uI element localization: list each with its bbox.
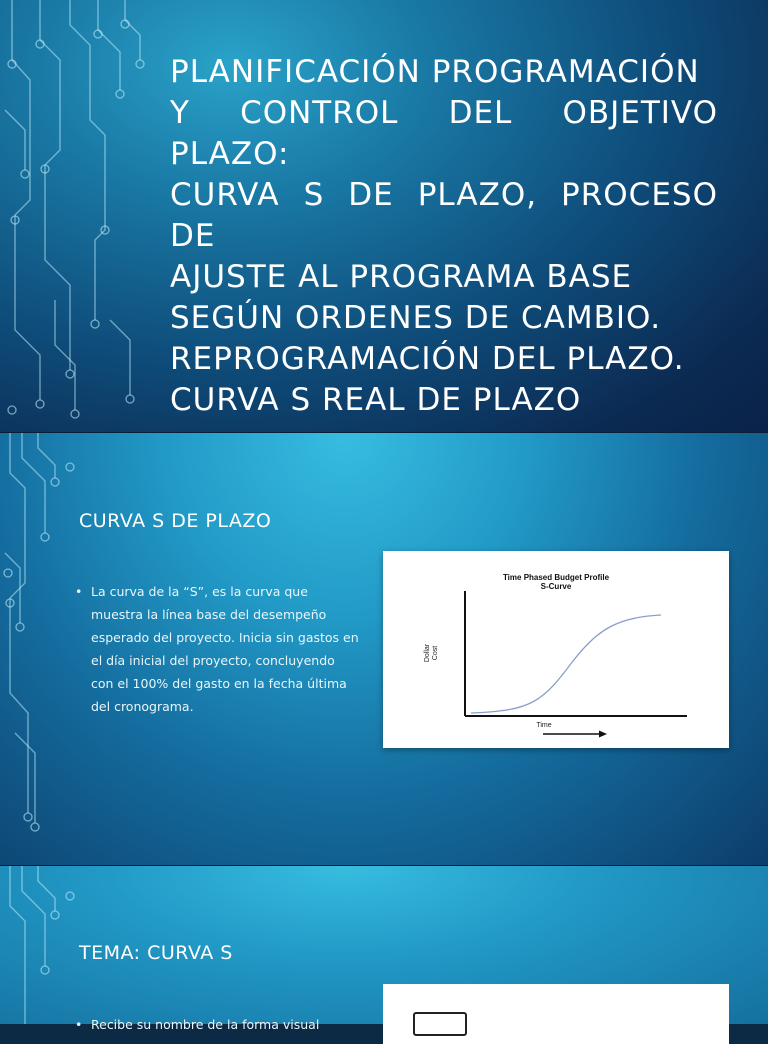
content-slide-curva-s	[0, 433, 768, 865]
slide-heading: TEMA: CURVA S	[79, 942, 233, 964]
title-line: AJUSTE AL PROGRAMA BASE	[170, 259, 633, 295]
s-curve-figure	[383, 551, 729, 748]
bullet-text: La curva de la “S”, es la curva que muestra la línea base del desempeño esperado del proyecto. Inicia sin gastos en el día inicial del proyecto, concluyendo con el 100% del gasto en la fecha última del cronograma.	[91, 584, 359, 714]
y-axis-label-line1: Dollar	[424, 643, 431, 663]
title-line: CURVA S REAL DE PLAZO	[170, 382, 582, 418]
bullet-text: Recibe su nombre de la forma visual	[91, 1017, 320, 1032]
figure-subtitle-line: S-Curve	[540, 582, 572, 591]
figure-title-line: Time Phased Budget Profile	[502, 573, 610, 582]
title-slide	[0, 0, 768, 432]
title-line: Y CONTROL DEL OBJETIVO PLAZO:	[170, 95, 718, 172]
bullet-point	[75, 1013, 360, 1036]
x-axis-label: Time	[536, 722, 552, 729]
circuit-decoration	[0, 0, 160, 432]
title-line: REPROGRAMACIÓN DEL PLAZO.	[170, 341, 685, 377]
figure-partial	[383, 984, 729, 1044]
arrow-head-icon	[599, 731, 607, 738]
bullet-point	[75, 580, 360, 718]
slide-title	[170, 52, 718, 421]
bullet-dot-icon: •	[75, 1017, 83, 1032]
s-curve-plot	[383, 551, 729, 748]
title-line: CURVA S DE PLAZO, PROCESO DE	[170, 177, 718, 254]
title-line: SEGÚN ORDENES DE CAMBIO.	[170, 300, 662, 336]
content-slide-tema	[0, 866, 768, 1032]
y-axis-label-line2: Cost	[432, 645, 439, 661]
title-line: PLANIFICACIÓN PROGRAMACIÓN	[170, 54, 700, 90]
s-curve-line	[471, 615, 661, 713]
bullet-dot-icon: •	[75, 584, 83, 599]
figure-box	[413, 1012, 467, 1036]
slide-heading: CURVA S DE PLAZO	[79, 510, 272, 532]
